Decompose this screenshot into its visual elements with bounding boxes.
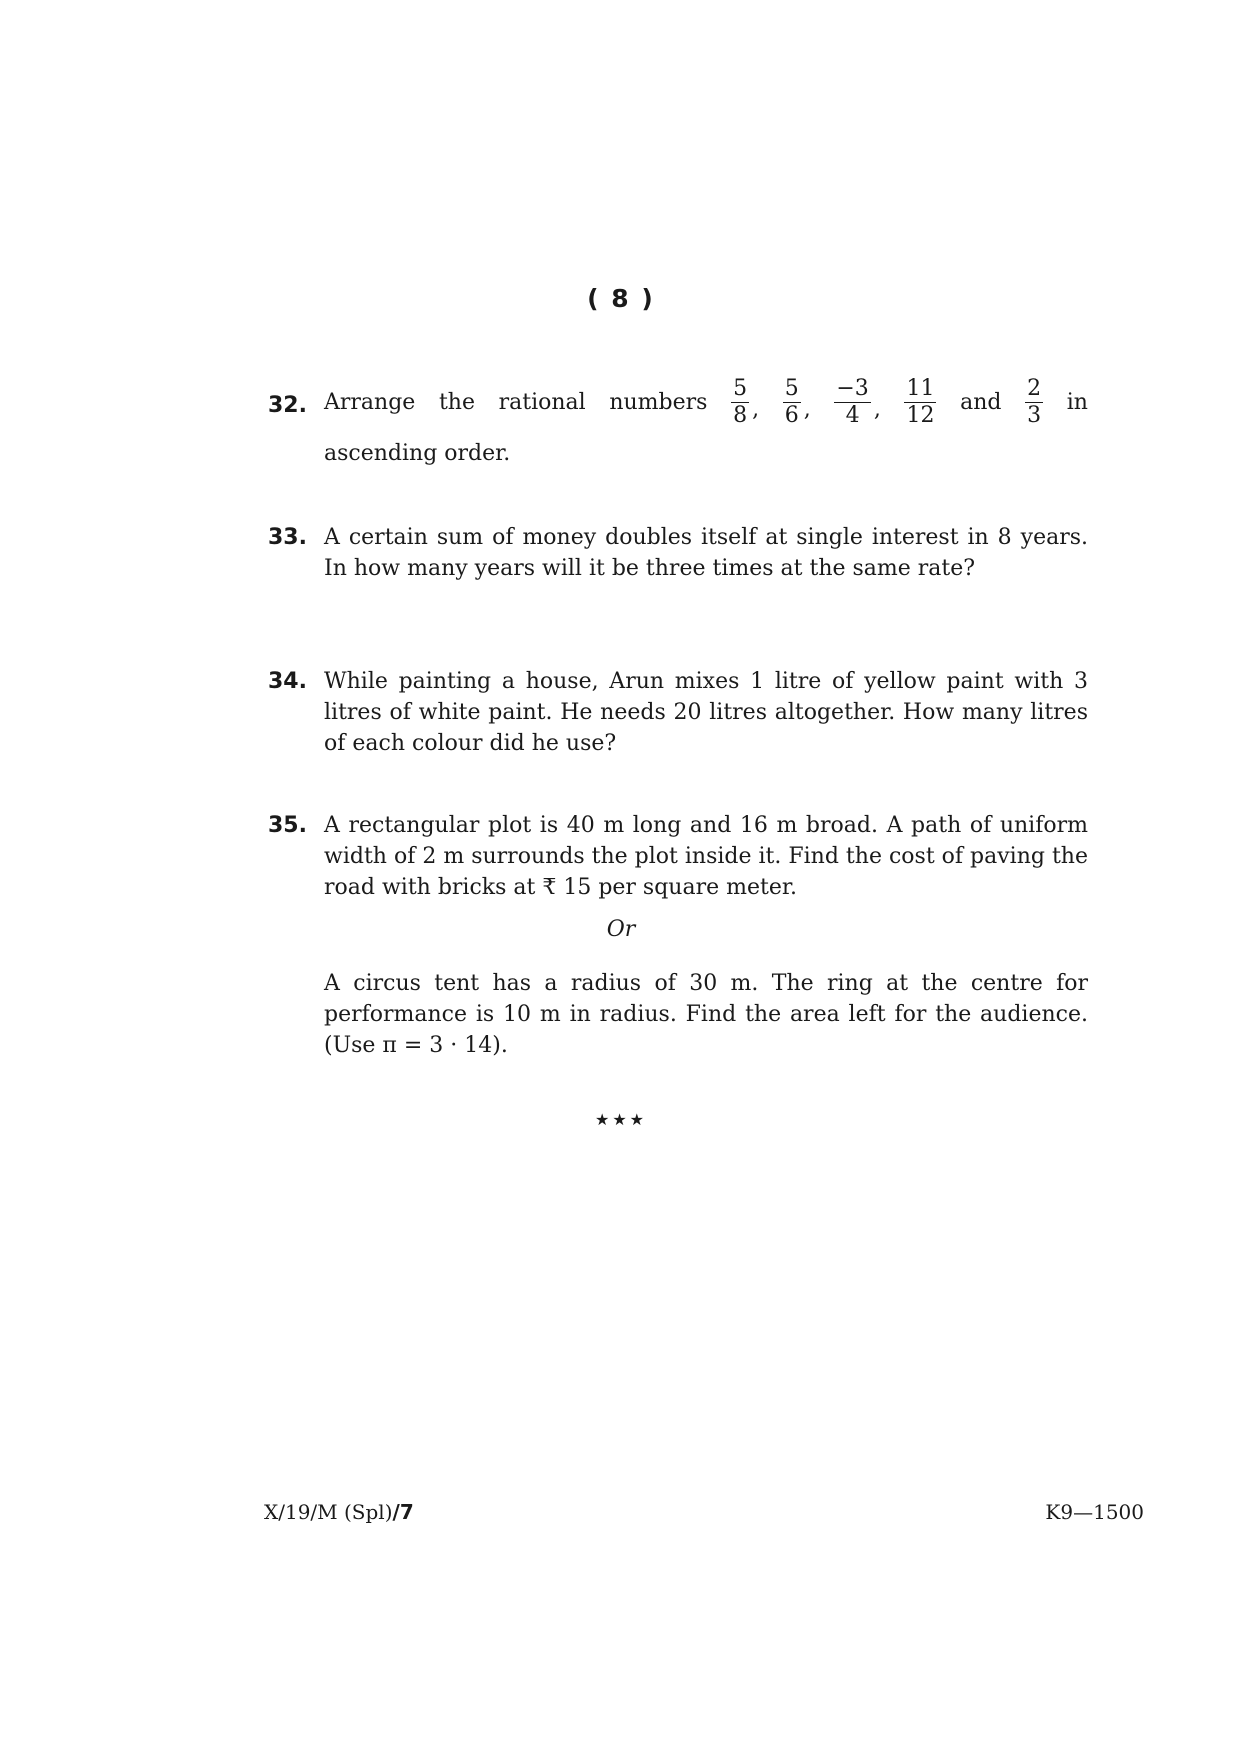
question-32-line-2: ascending order. xyxy=(324,441,511,466)
question-text: A certain sum of money doubles itself at single interest in 8 years. In how many years will it be three times at the same rate? xyxy=(324,525,1088,581)
fraction xyxy=(1025,376,1043,429)
question-number: 35. xyxy=(268,813,307,838)
fraction-group xyxy=(904,376,936,429)
separator: , xyxy=(873,397,881,422)
question-number: 33. xyxy=(268,525,307,550)
question-text: A circus tent has a radius of 30 m. The ring at the centre for performance is 10 m in radius. Find the area left for the audience. (Use π = 3 · 14). xyxy=(324,971,1088,1058)
word: the xyxy=(438,390,475,415)
separator: , xyxy=(752,397,760,422)
question-number: 34. xyxy=(268,669,307,694)
or-label: Or xyxy=(606,917,636,942)
question-number: 32. xyxy=(268,393,307,418)
numerator: 5 xyxy=(733,376,748,401)
paper-code-suffix: /7 xyxy=(392,1500,414,1524)
word: Arrange xyxy=(324,390,416,415)
page-number: ( 8 ) xyxy=(587,284,655,313)
fraction-group xyxy=(834,376,880,429)
question-32 xyxy=(268,376,1088,476)
question-32-line-1 xyxy=(324,376,1088,429)
word: in xyxy=(1066,390,1088,415)
numerator: 11 xyxy=(906,376,935,401)
numerator: 5 xyxy=(784,376,799,401)
denominator: 8 xyxy=(733,403,748,428)
denominator: 12 xyxy=(906,403,935,428)
denominator: 4 xyxy=(845,403,860,428)
question-text: While painting a house, Arun mixes 1 litre of yellow paint with 3 litres of white paint. He needs 20 litres altogether. How many litres of each colour did he use? xyxy=(324,669,1088,756)
word: and xyxy=(960,390,1002,415)
denominator: 6 xyxy=(784,403,799,428)
fraction xyxy=(834,376,870,429)
fraction xyxy=(783,376,801,429)
fraction-group xyxy=(783,376,811,429)
print-code: K9—1500 xyxy=(1045,1500,1144,1524)
fraction xyxy=(731,376,749,429)
numerator: 2 xyxy=(1027,376,1042,401)
question-text: A rectangular plot is 40 m long and 16 m broad. A path of uniform width of 2 m surrounds the plot inside it. Find the cost of paving the road with bricks at ₹ 15 per square meter. xyxy=(324,813,1088,900)
end-mark: ★★★ xyxy=(594,1110,648,1129)
fraction-group xyxy=(731,376,759,429)
word: numbers xyxy=(609,390,708,415)
paper-code xyxy=(264,1500,414,1524)
word: rational xyxy=(498,390,586,415)
denominator: 3 xyxy=(1027,403,1042,428)
paper-code-prefix: X/19/M (Spl) xyxy=(264,1500,393,1524)
fraction xyxy=(904,376,936,429)
numerator: −3 xyxy=(836,376,869,401)
separator: , xyxy=(803,397,811,422)
